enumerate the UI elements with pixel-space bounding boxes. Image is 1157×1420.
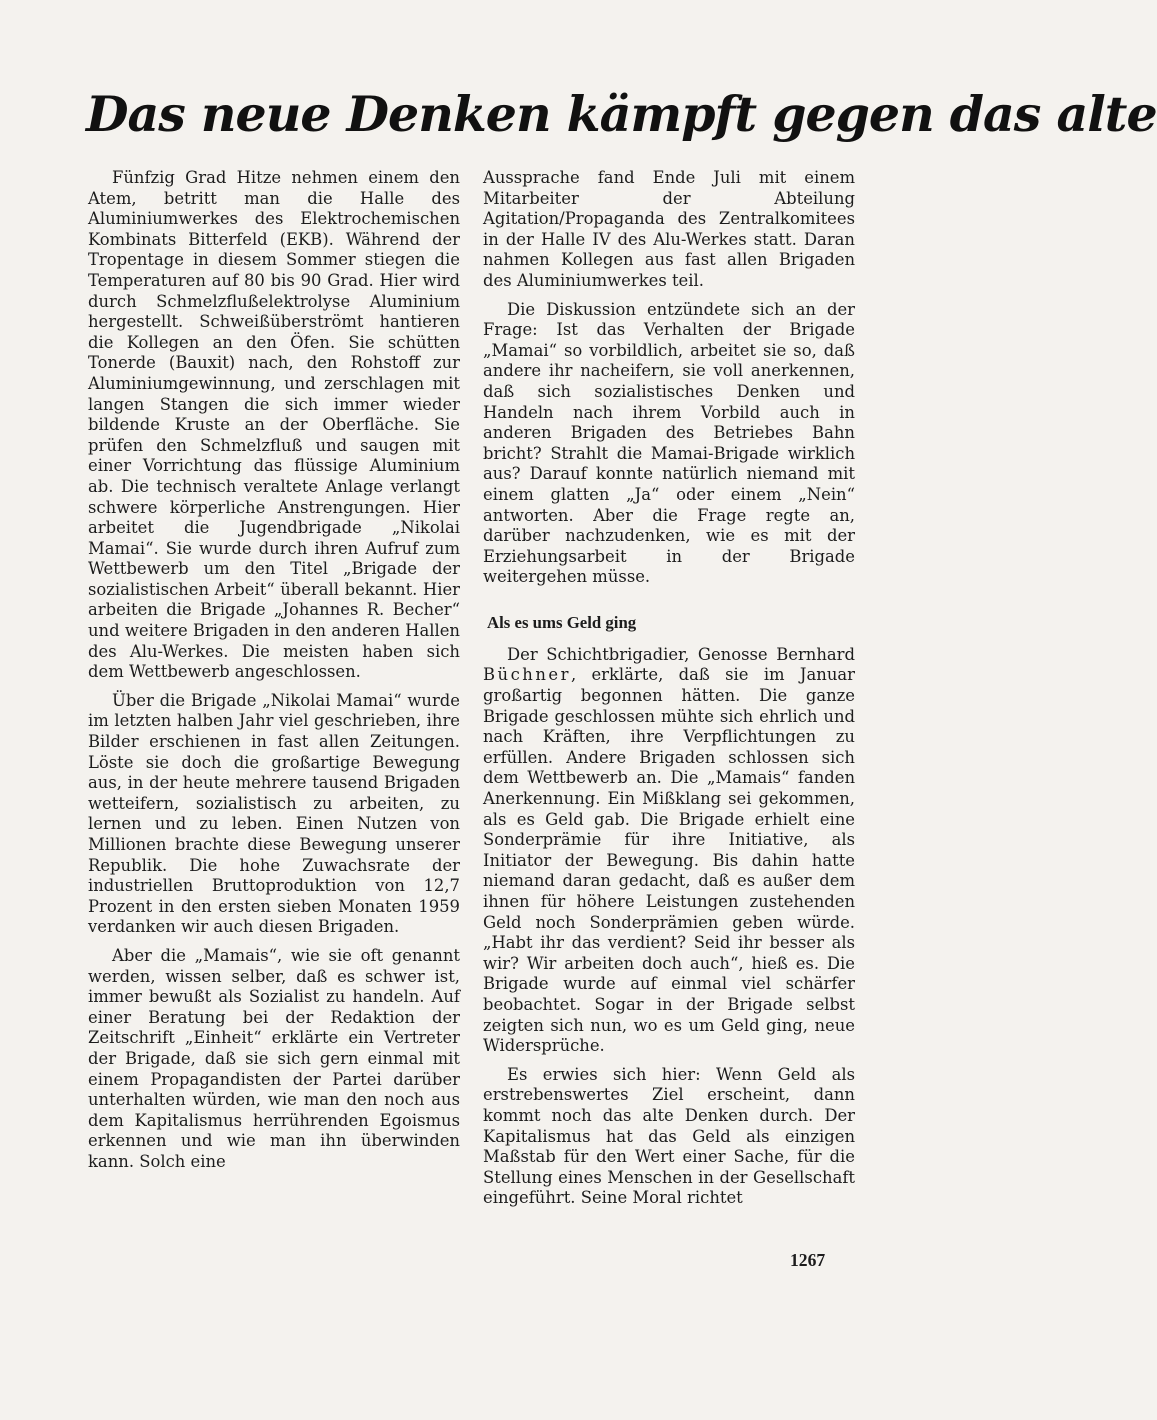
text-run: , erklärte, daß sie im Januar großartig begonnen hätten. Die ganze Brigade geschlossen mühte sich ehrlich und nach Kräften, ihre Verpflichtungen zu erfüllen. Andere Brigaden schlossen sich dem Wettbewerb an. Die „Mamais“ fanden Anerkennung. Ein Mißklang sei gekommen, als es Geld gab. Die Brigade erhielt eine Sonderprämie für ihre Initiative, als Initiator der Bewegung. Bis dahin hatte niemand daran gedacht, daß es außer dem ihnen für höhere Leistungen zustehenden Geld noch Sonderprämien geben würde. „Habt ihr das verdient? Seid ihr besser als wir? Wir arbeiten doch auch“, hieß es. Die Brigade wurde auf einmal viel schärfer beobachtet. Sogar in der Brigade selbst zeigten sich nun, wo es um Geld ging, neue Widersprüche. bbox=[483, 665, 855, 1056]
paragraph: Fünfzig Grad Hitze nehmen einem den Atem, betritt man die Halle des Aluminiumwerkes des Elektrochemischen Kombinats Bitterfeld (EKB). Während der Tropentage in diesem Sommer stiegen die Temperaturen auf 80 bis 90 Grad. Hier wird durch Schmelzflußelektrolyse Aluminium hergestellt. Schweißüberströmt hantieren die Kollegen an den Öfen. Sie schütten Tonerde (Bauxit) nach, den Rohstoff zur Aluminiumgewinnung, und zerschlagen mit langen Stangen die sich immer wieder bildende Kruste an der Oberfläche. Sie prüfen den Schmelzfluß und saugen mit einer Vorrichtung das flüssige Aluminium ab. Die technisch veraltete Anlage verlangt schwere körperliche Anstrengungen. Hier arbeitet die Jugendbrigade „Nikolai Mamai“. Sie wurde durch ihren Aufruf zum Wettbewerb um den Titel „Brigade der sozialistischen Arbeit“ überall bekannt. Hier arbeiten die Brigade „Johannes R. Becher“ und weitere Brigaden in den anderen Hallen des Alu-Werkes. Die meisten haben sich dem Wettbewerb angeschlossen. bbox=[88, 168, 460, 682]
right-column bbox=[483, 168, 855, 1209]
emphasized-name: Büchner bbox=[483, 665, 571, 685]
page-number: 1267 bbox=[790, 1250, 826, 1270]
paragraph: Aber die „Mamais“, wie sie oft genannt werden, wissen selber, daß es schwer ist, immer bewußt als Sozialist zu handeln. Auf einer Beratung bei der Redaktion der Zeitschrift „Einheit“ erklärte ein Vertreter der Brigade, daß sie sich gern einmal mit einem Propagandisten der Partei darüber unterhalten würden, wie man den noch aus dem Kapitalismus herrührenden Egoismus erkennen und wie man ihn überwinden kann. Solch eine bbox=[88, 945, 460, 1171]
section-heading: Als es ums Geld ging bbox=[487, 612, 637, 632]
paragraph: Es erwies sich hier: Wenn Geld als erstrebenswertes Ziel erscheint, dann kommt noch das alte Denken durch. Der Kapitalismus hat das Geld als einzigen Maßstab für den Wert einer Sache, für die Stellung eines Menschen in der Gesellschaft eingeführt. Seine Moral richtet bbox=[483, 1064, 855, 1208]
paragraph: Über die Brigade „Nikolai Mamai“ wurde im letzten halben Jahr viel geschrieben, ihre Bilder erschienen in fast allen Zeitungen. Löste sie doch die großartige Bewegung aus, in der heute mehrere tausend Brigaden wetteifern, sozialistisch zu arbeiten, zu lernen und zu leben. Einen Nutzen von Millionen brachte diese Bewegung unserer Republik. Die hohe Zuwachsrate der industriellen Bruttoproduktion von 12,7 Prozent in den ersten sieben Monaten 1959 verdanken wir auch diesen Brigaden. bbox=[88, 690, 460, 937]
paragraph: Die Diskussion entzündete sich an der Frage: Ist das Verhalten der Brigade „Mamai“ so vorbildlich, arbeitet sie so, daß andere ihr nacheifern, sie voll anerkennen, daß sich sozialistisches Denken und Handeln nach ihrem Vorbild auch in anderen Brigaden des Betriebes Bahn bricht? Strahlt die Mamai-Brigade wirklich aus? Darauf konnte natürlich niemand mit einem glatten „Ja“ oder einem „Nein“ antworten. Aber die Frage regte an, darüber nachzudenken, wie es mit der Erziehungsarbeit in der Brigade weitergehen müsse. bbox=[483, 299, 855, 587]
paragraph: Aussprache fand Ende Juli mit einem Mitarbeiter der Abteilung Agitation/Propaganda des Zentralkomitees in der Halle IV des Alu-Werkes statt. Daran nahmen Kollegen aus fast allen Brigaden des Aluminiumwerkes teil. bbox=[483, 168, 855, 290]
article-title: Das neue Denken kämpft gegen das alte bbox=[86, 85, 1157, 143]
paragraph bbox=[483, 645, 855, 1057]
left-column bbox=[88, 168, 460, 1173]
text-run: Der Schichtbrigadier, Genosse Bernhard bbox=[507, 644, 855, 664]
